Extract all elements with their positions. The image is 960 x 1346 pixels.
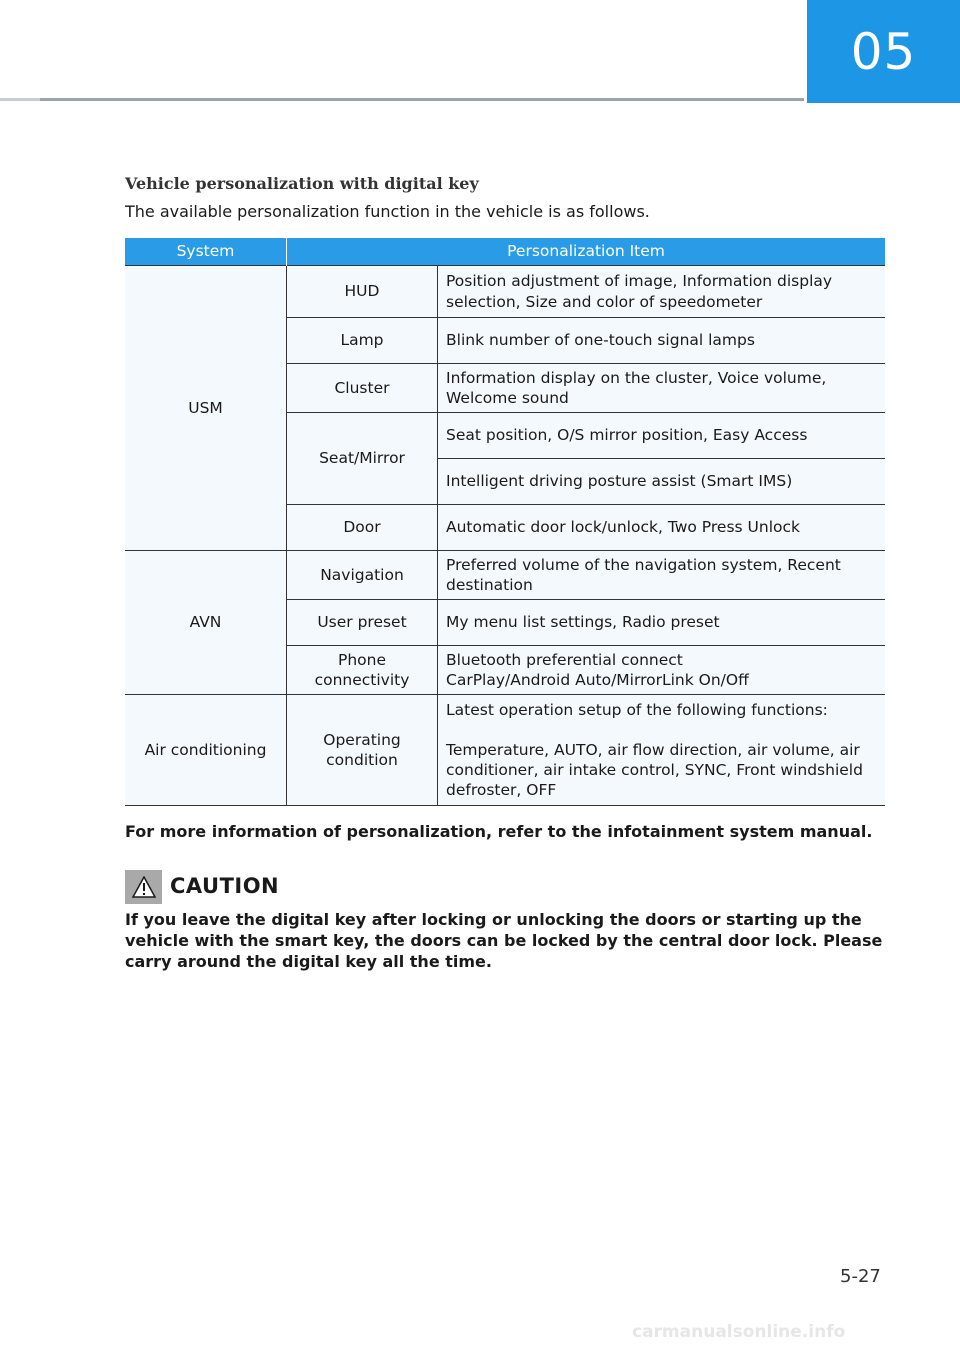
page-number: 5-27	[840, 1266, 881, 1287]
category-cell: Seat/Mirror	[287, 413, 438, 505]
system-cell: USM	[125, 266, 287, 551]
header-rule	[0, 98, 804, 101]
info-note: For more information of personalization, refer to the infotainment system manual.	[125, 822, 873, 841]
item-cell: Blink number of one-touch signal lamps	[438, 318, 886, 364]
item-cell: Bluetooth preferential connect CarPlay/Android Auto/MirrorLink On/Off	[438, 646, 886, 695]
category-cell: User preset	[287, 600, 438, 646]
item-cell: Automatic door lock/unlock, Two Press Unlock	[438, 505, 886, 551]
item-cell: Latest operation setup of the following functions: Temperature, AUTO, air flow direction, air volume, air conditioner, air intake control, SYNC, Front windshield defroster, OFF	[438, 695, 886, 806]
category-cell: Lamp	[287, 318, 438, 364]
header-rule-accent	[0, 98, 40, 101]
header-system: System	[125, 238, 287, 266]
caution-title: CAUTION	[170, 874, 280, 898]
personalization-table	[125, 238, 885, 806]
system-cell: AVN	[125, 551, 287, 695]
item-cell: Information display on the cluster, Voice volume, Welcome sound	[438, 364, 886, 413]
caution-text: If you leave the digital key after locking or unlocking the doors or starting up the vehicle with the smart key, the doors can be locked by the central door lock. Please carry around the digital key all the time.	[125, 910, 883, 971]
category-cell: Navigation	[287, 551, 438, 600]
category-cell: Cluster	[287, 364, 438, 413]
category-cell: Door	[287, 505, 438, 551]
table-row	[125, 695, 885, 806]
section-title: Vehicle personalization with digital key	[125, 174, 479, 193]
chapter-tab: 05	[807, 0, 960, 103]
system-cell: Air conditioning	[125, 695, 287, 806]
item-cell: Intelligent driving posture assist (Smart IMS)	[438, 459, 886, 505]
watermark: carmanualsonline.info	[632, 1322, 846, 1342]
table-row	[125, 266, 885, 318]
header-personalization-item: Personalization Item	[287, 238, 886, 266]
item-cell: Position adjustment of image, Information display selection, Size and color of speedometer	[438, 266, 886, 318]
category-cell: Phone connectivity	[287, 646, 438, 695]
table-row	[125, 551, 885, 600]
item-cell: My menu list settings, Radio preset	[438, 600, 886, 646]
section-intro: The available personalization function in the vehicle is as follows.	[125, 202, 650, 221]
warning-icon	[125, 870, 162, 904]
category-cell: Operating condition	[287, 695, 438, 806]
category-cell: HUD	[287, 266, 438, 318]
item-cell: Preferred volume of the navigation system, Recent destination	[438, 551, 886, 600]
item-cell: Seat position, O/S mirror position, Easy Access	[438, 413, 886, 459]
